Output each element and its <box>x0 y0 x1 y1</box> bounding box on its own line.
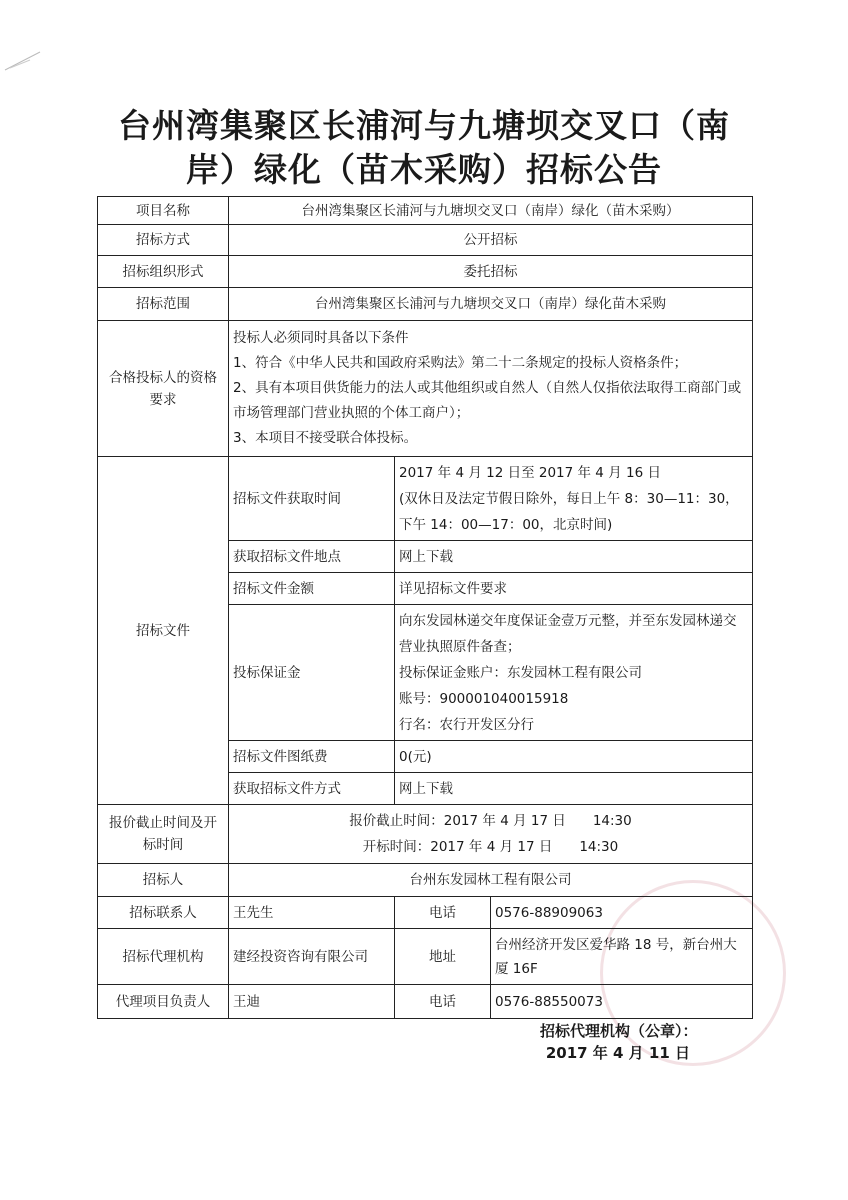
contact-phone: 0576-88909063 <box>491 897 753 929</box>
deadline-value <box>229 805 753 864</box>
doc-amount-value: 详见招标文件要求 <box>395 573 753 605</box>
title-line-2: 岸）绿化（苗木采购）招标公告 <box>186 150 662 189</box>
qualification-label <box>98 321 229 457</box>
notice-title <box>0 104 848 192</box>
title-line-1: 台州湾集聚区长浦河与九塘坝交叉口（南 <box>118 106 730 145</box>
deadline-label-line-1: 报价截止时间及开 <box>109 815 217 831</box>
acquire-place-value: 网上下载 <box>395 541 753 573</box>
contact-phone-label: 电话 <box>395 897 491 929</box>
notice-table <box>97 196 753 1019</box>
project-name-value: 台州湾集聚区长浦河与九塘坝交叉口（南岸）绿化（苗木采购） <box>229 197 753 225</box>
acquire-method-value: 网上下载 <box>395 773 753 805</box>
row-org-form <box>98 256 753 288</box>
scan-corner-mark <box>0 40 60 80</box>
acquire-time-line-1: 2017 年 4 月 12 日至 2017 年 4 月 16 日 <box>399 464 661 481</box>
scope-value: 台州湾集聚区长浦河与九塘坝交叉口（南岸）绿化苗木采购 <box>229 288 753 321</box>
deposit-label: 投标保证金 <box>229 605 395 741</box>
scope-label: 招标范围 <box>98 288 229 321</box>
acquire-time-line-2: (双休日及法定节假日除外，每日上午 8：30—11：30，下午 14：00—17：00，北京时间) <box>399 490 739 533</box>
row-project-name <box>98 197 753 225</box>
acquire-time-label: 招标文件获取时间 <box>229 457 395 541</box>
row-docs-acquire-time <box>98 457 753 541</box>
agency-addr: 台州经济开发区爱华路 18 号，新台州大厦 16F <box>491 929 753 985</box>
method-value: 公开招标 <box>229 225 753 256</box>
qualification-line-2: 1、符合《中华人民共和国政府采购法》第二十二条规定的投标人资格条件； <box>233 355 688 371</box>
footer-date: 2017 年 4 月 11 日 <box>545 1044 690 1062</box>
project-name-label: 项目名称 <box>98 197 229 225</box>
agent-person-label: 代理项目负责人 <box>98 985 229 1019</box>
notice-footer <box>540 1020 698 1064</box>
tenderer-value: 台州东发园林工程有限公司 <box>229 864 753 897</box>
tenderer-label: 招标人 <box>98 864 229 897</box>
method-label: 招标方式 <box>98 225 229 256</box>
agency-name: 建经投资咨询有限公司 <box>229 929 395 985</box>
row-agency <box>98 929 753 985</box>
qualification-line-3: 2、具有本项目供货能力的法人或其他组织或自然人（自然人仅指依法取得工商部门或市场管理部门营业执照的个体工商户）； <box>233 380 742 421</box>
agency-addr-label: 地址 <box>395 929 491 985</box>
row-qualification <box>98 321 753 457</box>
qualification-line-4: 3、本项目不接受联合体投标。 <box>233 430 418 446</box>
agency-label: 招标代理机构 <box>98 929 229 985</box>
deadline-label <box>98 805 229 864</box>
acquire-place-label: 获取招标文件地点 <box>229 541 395 573</box>
deadline-open-line: 开标时间：2017 年 4 月 17 日 14:30 <box>362 839 619 855</box>
deposit-line-1: 向东发园林递交年度保证金壹万元整，并至东发园林递交营业执照原件备查； <box>399 612 737 655</box>
deadline-label-line-2: 标时间 <box>142 837 184 853</box>
qualification-content <box>229 321 753 457</box>
qualification-label-line-1: 合格投标人的资格 <box>109 369 217 386</box>
row-method <box>98 225 753 256</box>
deposit-line-3: 账号：900001040015918 <box>399 690 569 707</box>
contact-label: 招标联系人 <box>98 897 229 929</box>
drawing-fee-value: 0(元) <box>395 741 753 773</box>
contact-name: 王先生 <box>229 897 395 929</box>
deposit-value <box>395 605 753 741</box>
row-agent-person <box>98 985 753 1019</box>
deposit-line-2: 投标保证金账户：东发园林工程有限公司 <box>399 664 642 681</box>
row-tenderer <box>98 864 753 897</box>
agent-person-name: 王迪 <box>229 985 395 1019</box>
docs-label: 招标文件 <box>98 457 229 805</box>
agent-person-phone-label: 电话 <box>395 985 491 1019</box>
deadline-quote-line: 报价截止时间：2017 年 4 月 17 日 14:30 <box>349 813 632 829</box>
org-form-value: 委托招标 <box>229 256 753 288</box>
qualification-line-1: 投标人必须同时具备以下条件 <box>233 330 409 346</box>
doc-amount-label: 招标文件金额 <box>229 573 395 605</box>
qualification-label-line-2: 要求 <box>149 391 177 408</box>
footer-agency-seal: 招标代理机构（公章）： <box>540 1022 698 1040</box>
row-scope <box>98 288 753 321</box>
deposit-line-4: 行名：农行开发区分行 <box>399 716 534 733</box>
agent-person-phone: 0576-88550073 <box>491 985 753 1019</box>
acquire-time-value <box>395 457 753 541</box>
drawing-fee-label: 招标文件图纸费 <box>229 741 395 773</box>
acquire-method-label: 获取招标文件方式 <box>229 773 395 805</box>
row-contact <box>98 897 753 929</box>
row-deadline <box>98 805 753 864</box>
org-form-label: 招标组织形式 <box>98 256 229 288</box>
